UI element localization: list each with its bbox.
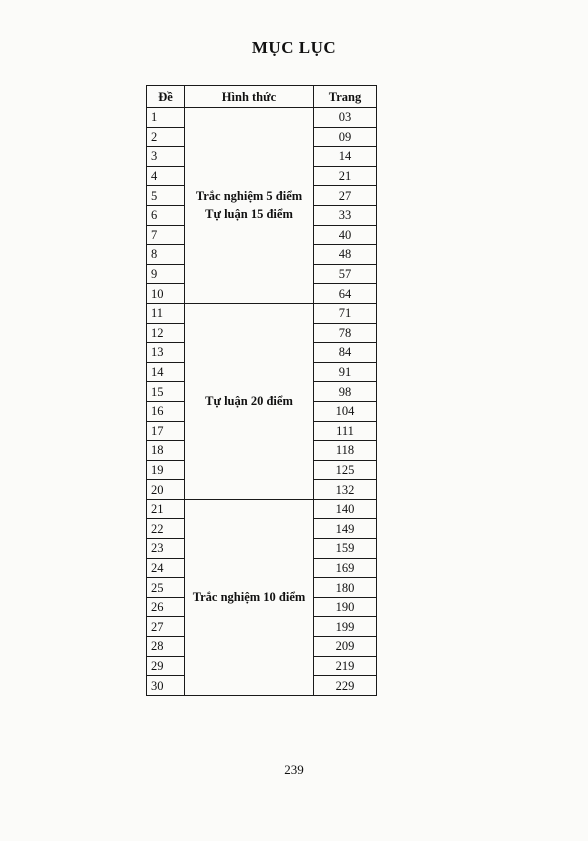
trang-cell: 33 [314,205,377,225]
trang-cell: 14 [314,147,377,167]
hinh-thuc-cell [185,303,314,499]
trang-cell: 118 [314,441,377,461]
de-cell: 4 [147,166,185,186]
de-cell: 5 [147,186,185,206]
de-cell: 3 [147,147,185,167]
header-trang: Trang [314,86,377,108]
de-cell: 26 [147,597,185,617]
de-cell: 25 [147,578,185,598]
trang-cell: 40 [314,225,377,245]
hinh-thuc-cell [185,108,314,304]
table-body [147,108,377,696]
hinh-thuc-label: Trắc nghiệm 10 điểm [192,590,306,605]
table-row [147,108,377,128]
trang-cell: 140 [314,499,377,519]
trang-cell: 111 [314,421,377,441]
header-row [147,86,377,108]
page-number: 239 [284,762,304,777]
trang-cell: 27 [314,186,377,206]
hinh-thuc-label: Tự luận 20 điểm [205,394,293,409]
de-cell: 9 [147,264,185,284]
de-cell: 29 [147,656,185,676]
de-cell: 7 [147,225,185,245]
trang-cell: 149 [314,519,377,539]
trang-cell: 64 [314,284,377,304]
trang-cell: 199 [314,617,377,637]
de-cell: 16 [147,401,185,421]
de-cell: 10 [147,284,185,304]
trang-cell: 09 [314,127,377,147]
de-cell: 21 [147,499,185,519]
trang-cell: 125 [314,460,377,480]
trang-cell: 78 [314,323,377,343]
trang-cell: 180 [314,578,377,598]
de-cell: 17 [147,421,185,441]
hinh-thuc-cell [185,499,314,695]
de-cell: 24 [147,558,185,578]
de-cell: 23 [147,539,185,559]
de-cell: 18 [147,441,185,461]
header-de: Đề [147,86,185,108]
de-cell: 8 [147,245,185,265]
trang-cell: 91 [314,362,377,382]
hinh-thuc-label: Tự luận 15 điểm [205,207,293,222]
de-cell: 30 [147,676,185,696]
trang-cell: 57 [314,264,377,284]
de-cell: 13 [147,343,185,363]
de-cell: 19 [147,460,185,480]
de-cell: 22 [147,519,185,539]
trang-cell: 21 [314,166,377,186]
hinh-thuc-label: Trắc nghiệm 5 điểm [195,189,303,204]
trang-cell: 03 [314,108,377,128]
de-cell: 14 [147,362,185,382]
trang-cell: 169 [314,558,377,578]
trang-cell: 104 [314,401,377,421]
trang-cell: 132 [314,480,377,500]
table-row [147,303,377,323]
de-cell: 2 [147,127,185,147]
de-cell: 12 [147,323,185,343]
de-cell: 1 [147,108,185,128]
trang-cell: 71 [314,303,377,323]
de-cell: 28 [147,637,185,657]
trang-cell: 159 [314,539,377,559]
de-cell: 15 [147,382,185,402]
de-cell: 6 [147,205,185,225]
trang-cell: 84 [314,343,377,363]
table-row [147,499,377,519]
trang-cell: 209 [314,637,377,657]
trang-cell: 48 [314,245,377,265]
de-cell: 11 [147,303,185,323]
contents-table [146,85,377,696]
trang-cell: 229 [314,676,377,696]
header-hinh-thuc: Hình thức [185,86,314,108]
trang-cell: 98 [314,382,377,402]
trang-cell: 190 [314,597,377,617]
de-cell: 27 [147,617,185,637]
de-cell: 20 [147,480,185,500]
page-title: MỤC LỤC [251,38,337,57]
trang-cell: 219 [314,656,377,676]
